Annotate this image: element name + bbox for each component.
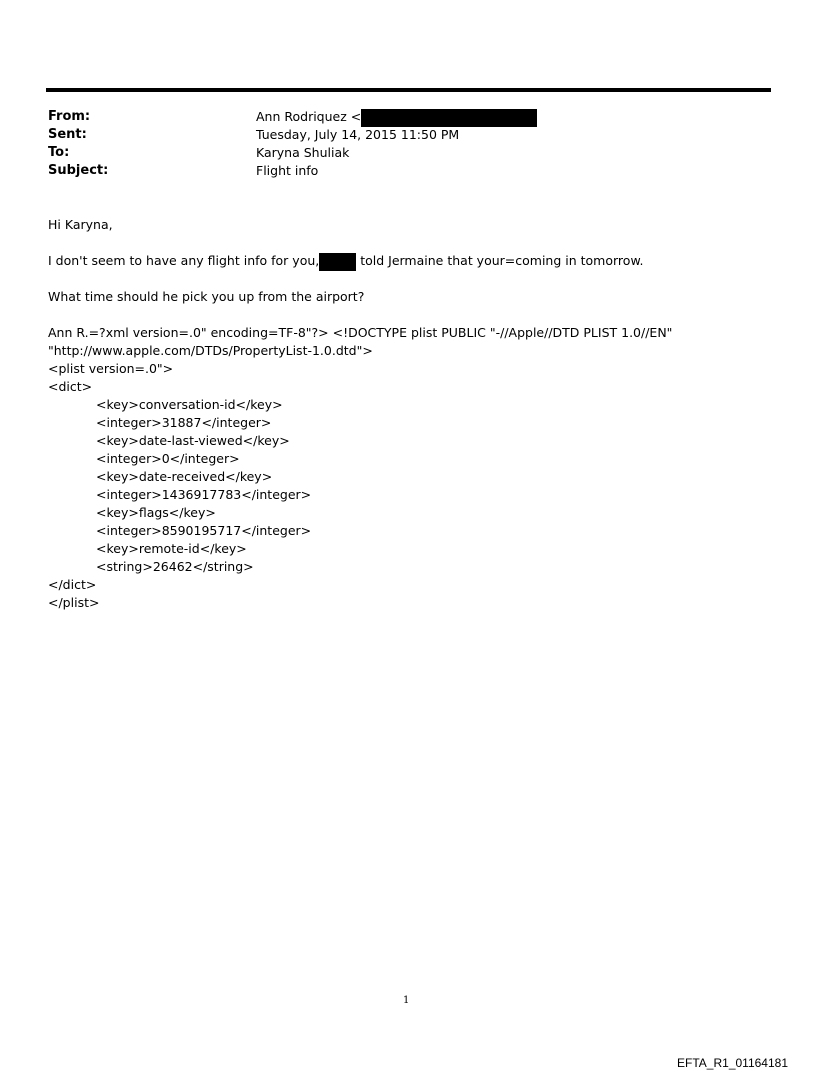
plist-line: Ann R.=?xml version=.0" encoding=TF-8"?> <!DOCTYPE plist PUBLIC "-//Apple//DTD PLIST 1.0//EN" (48, 325, 673, 340)
dict-line: <key>conversation-id</key> (96, 397, 283, 412)
plist-line: <plist version=.0"> (48, 361, 174, 376)
bates-number: EFTA_R1_01164181 (677, 1056, 788, 1070)
to-value: Karyna Shuliak (256, 145, 350, 160)
dict-line: <key>flags</key> (96, 505, 216, 520)
body-line-1-start: I don't seem to have any flight info for you, (48, 253, 320, 268)
to-label: To: (48, 145, 70, 160)
from-label: From: (48, 109, 91, 124)
sent-value: Tuesday, July 14, 2015 11:50 PM (256, 127, 460, 142)
dict-line: <string>26462</string> (96, 559, 254, 574)
body-line-1 (48, 252, 644, 271)
sent-label: Sent: (48, 127, 87, 142)
dict-line: <integer>1436917783</integer> (96, 487, 312, 502)
subject-label: Subject: (48, 163, 109, 178)
body-line-2: What time should he pick you up from the airport? (48, 289, 365, 304)
dict-line: <integer>0</integer> (96, 451, 240, 466)
dict-line: <integer>31887</integer> (96, 415, 272, 430)
closing-line: </dict> (48, 577, 97, 592)
dict-line: <key>remote-id</key> (96, 541, 247, 556)
page-number: 1 (403, 995, 410, 1006)
redacted-name (319, 253, 356, 271)
body-line-1-end: told Jermaine that your=coming in tomorrow. (356, 253, 644, 268)
greeting: Hi Karyna, (48, 217, 113, 232)
closing-line: </plist> (48, 595, 100, 610)
plist-line: "http://www.apple.com/DTDs/PropertyList-1.0.dtd"> (48, 343, 373, 358)
redacted-email (361, 109, 537, 127)
subject-value: Flight info (256, 163, 319, 178)
from-name: Ann Rodriquez < (256, 109, 362, 124)
header-rule (46, 88, 771, 92)
from-value (256, 108, 537, 127)
plist-line: <dict> (48, 379, 93, 394)
dict-line: <integer>8590195717</integer> (96, 523, 312, 538)
dict-line: <key>date-received</key> (96, 469, 273, 484)
dict-line: <key>date-last-viewed</key> (96, 433, 290, 448)
